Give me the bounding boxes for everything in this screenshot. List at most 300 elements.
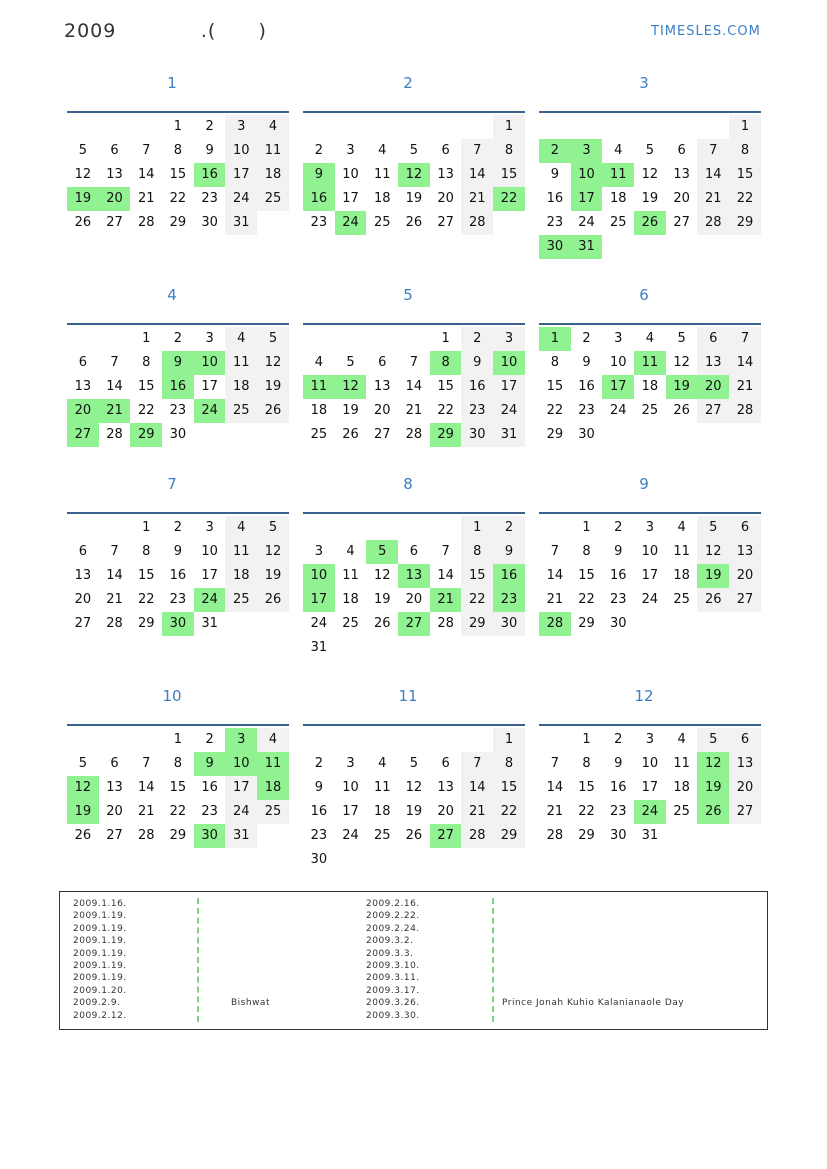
- day-cell: 22: [169, 804, 187, 819]
- day-cell: 30: [578, 427, 595, 442]
- week-row: [539, 187, 761, 211]
- day-cell: 24: [310, 616, 328, 631]
- day-cell: 31: [201, 616, 218, 631]
- day-cell: 23: [310, 215, 328, 230]
- day-cell: 21: [461, 800, 493, 824]
- day-cell: 17: [225, 163, 257, 187]
- day-cell: 4: [677, 732, 686, 747]
- day-cell: 12: [373, 568, 391, 583]
- day-cell: 15: [729, 163, 761, 187]
- day-cell: 2: [461, 327, 493, 351]
- day-cell: 16: [310, 804, 328, 819]
- holiday-day-cell: 12: [335, 375, 367, 399]
- day-cell: 25: [310, 427, 328, 442]
- day-cell: 5: [697, 728, 729, 752]
- day-cell: [430, 848, 462, 872]
- day-cell: 10: [225, 139, 257, 163]
- day-cell: [303, 327, 335, 351]
- day-cell: 21: [461, 187, 493, 211]
- day-cell: 15: [546, 379, 564, 394]
- holiday-day-cell: 16: [493, 564, 525, 588]
- day-cell: 23: [169, 592, 187, 607]
- holiday-date: 2009.1.19.: [73, 960, 127, 971]
- day-cell: 18: [310, 403, 328, 418]
- week-row: [539, 211, 761, 235]
- day-cell: 15: [169, 167, 187, 182]
- day-grid: [539, 516, 761, 636]
- day-cell: [67, 516, 99, 540]
- day-cell: 1: [173, 732, 183, 747]
- day-cell: 12: [74, 167, 92, 182]
- day-cell: 18: [641, 379, 659, 394]
- day-cell: 23: [201, 804, 218, 819]
- day-cell: 29: [137, 616, 155, 631]
- holiday-date: 2009.3.2.: [366, 936, 414, 947]
- day-cell: [666, 235, 698, 259]
- day-cell: 17: [342, 804, 359, 819]
- day-cell: 20: [729, 564, 761, 588]
- day-cell: 30: [609, 616, 627, 631]
- holiday-day-cell: 30: [162, 612, 194, 636]
- day-grid: [303, 327, 525, 447]
- day-cell: 16: [609, 568, 627, 583]
- day-cell: 1: [441, 331, 450, 346]
- legend-dates-column-1: [73, 898, 127, 1022]
- holiday-day-cell: 12: [398, 163, 430, 187]
- day-cell: [697, 115, 729, 139]
- day-cell: 1: [493, 115, 525, 139]
- day-cell: [335, 516, 367, 540]
- day-cell: 4: [225, 516, 257, 540]
- day-cell: 4: [677, 520, 686, 535]
- week-row: [539, 752, 761, 776]
- holiday-day-cell: 20: [99, 187, 131, 211]
- day-cell: 18: [342, 592, 359, 607]
- day-cell: [666, 612, 698, 636]
- day-cell: 15: [137, 379, 155, 394]
- week-row: [539, 375, 761, 399]
- day-cell: 28: [461, 824, 493, 848]
- holiday-day-cell: 1: [539, 327, 571, 351]
- day-cell: 22: [493, 800, 525, 824]
- day-cell: 14: [697, 163, 729, 187]
- day-cell: 9: [461, 351, 493, 375]
- holiday-day-cell: 19: [666, 375, 698, 399]
- week-row: [539, 423, 761, 447]
- day-cell: [666, 423, 698, 447]
- holiday-legend: [59, 891, 768, 1030]
- week-row: [539, 115, 761, 139]
- holiday-name: [231, 935, 270, 947]
- day-cell: 20: [74, 592, 92, 607]
- day-grid: [539, 327, 761, 447]
- day-cell: 7: [729, 327, 761, 351]
- day-cell: 25: [225, 399, 257, 423]
- day-cell: 1: [493, 728, 525, 752]
- holiday-day-cell: 3: [225, 728, 257, 752]
- holiday-day-cell: 26: [697, 800, 729, 824]
- week-row: [67, 423, 289, 447]
- day-cell: 23: [310, 828, 328, 843]
- day-cell: 4: [257, 115, 289, 139]
- day-cell: 27: [74, 616, 92, 631]
- holiday-day-cell: 16: [194, 163, 226, 187]
- day-cell: 6: [78, 355, 87, 370]
- day-grid: [67, 115, 289, 235]
- day-cell: 5: [78, 756, 87, 771]
- day-cell: 24: [225, 800, 257, 824]
- day-cell: 28: [546, 828, 564, 843]
- day-cell: [398, 636, 430, 660]
- week-row: [303, 139, 525, 163]
- week-row: [303, 211, 525, 235]
- day-cell: 12: [257, 351, 289, 375]
- day-cell: 22: [137, 403, 155, 418]
- legend-names-column-1: [231, 898, 270, 1022]
- day-cell: [493, 848, 525, 872]
- holiday-day-cell: 30: [539, 235, 571, 259]
- legend-dates-column-2: [366, 898, 420, 1022]
- day-cell: 3: [346, 143, 355, 158]
- day-cell: 12: [641, 167, 659, 182]
- holiday-day-cell: 30: [194, 824, 226, 848]
- day-cell: 25: [257, 800, 289, 824]
- holiday-day-cell: 8: [430, 351, 462, 375]
- day-grid: [303, 728, 525, 872]
- week-row: [303, 399, 525, 423]
- day-cell: [697, 824, 729, 848]
- day-cell: 1: [173, 119, 183, 134]
- day-cell: 11: [373, 167, 391, 182]
- day-cell: [99, 516, 131, 540]
- day-cell: 16: [609, 780, 627, 795]
- day-cell: 30: [609, 828, 627, 843]
- day-cell: 10: [641, 544, 659, 559]
- day-cell: [99, 327, 131, 351]
- holiday-day-cell: 11: [303, 375, 335, 399]
- week-row: [67, 327, 289, 351]
- month-divider: [67, 323, 289, 325]
- day-cell: 13: [697, 351, 729, 375]
- day-cell: [303, 728, 335, 752]
- day-cell: 25: [342, 616, 359, 631]
- week-row: [303, 516, 525, 540]
- month-number: 9: [639, 475, 649, 493]
- day-cell: 1: [582, 732, 591, 747]
- legend-divider: [492, 898, 494, 1022]
- day-cell: 2: [614, 520, 623, 535]
- day-cell: 28: [137, 215, 155, 230]
- day-cell: [398, 327, 430, 351]
- day-cell: [335, 848, 367, 872]
- holiday-day-cell: 12: [67, 776, 99, 800]
- holiday-name: [502, 1010, 684, 1022]
- day-cell: 28: [106, 616, 123, 631]
- day-cell: 4: [614, 143, 623, 158]
- day-cell: 7: [461, 752, 493, 776]
- month-divider: [67, 724, 289, 726]
- holiday-day-cell: 11: [602, 163, 634, 187]
- week-row: [303, 752, 525, 776]
- holiday-date: 2009.1.20.: [73, 985, 127, 996]
- week-row: [539, 776, 761, 800]
- day-cell: 4: [225, 327, 257, 351]
- holiday-name: [231, 948, 270, 960]
- day-cell: 2: [614, 732, 623, 747]
- day-cell: [398, 728, 430, 752]
- day-cell: 15: [578, 568, 595, 583]
- week-row: [539, 540, 761, 564]
- day-cell: 2: [582, 331, 591, 346]
- holiday-name: [502, 948, 684, 960]
- day-cell: 12: [405, 780, 423, 795]
- holiday-day-cell: 21: [430, 588, 462, 612]
- holiday-date: 2009.3.26.: [366, 998, 420, 1009]
- day-cell: 27: [697, 399, 729, 423]
- week-row: [303, 612, 525, 636]
- day-cell: [99, 115, 131, 139]
- day-cell: 8: [729, 139, 761, 163]
- day-cell: 2: [173, 520, 183, 535]
- week-row: [67, 139, 289, 163]
- day-cell: [461, 636, 493, 660]
- day-cell: 14: [106, 568, 123, 583]
- holiday-day-cell: 22: [493, 187, 525, 211]
- holiday-day-cell: 16: [303, 187, 335, 211]
- day-cell: 5: [409, 756, 419, 771]
- day-cell: 4: [378, 143, 387, 158]
- week-row: [539, 588, 761, 612]
- week-row: [303, 564, 525, 588]
- day-cell: [257, 612, 289, 636]
- day-cell: 11: [342, 568, 359, 583]
- day-cell: 15: [578, 780, 595, 795]
- week-row: [67, 564, 289, 588]
- day-cell: 9: [314, 780, 323, 795]
- day-cell: 23: [578, 403, 595, 418]
- day-cell: 2: [173, 331, 183, 346]
- day-cell: 3: [645, 520, 655, 535]
- day-cell: 9: [582, 355, 591, 370]
- day-cell: 20: [373, 403, 391, 418]
- day-cell: 25: [673, 592, 690, 607]
- day-cell: [225, 612, 257, 636]
- day-cell: 10: [342, 167, 359, 182]
- day-cell: [99, 728, 131, 752]
- day-cell: 26: [342, 427, 359, 442]
- holiday-day-cell: 11: [257, 752, 289, 776]
- day-cell: 16: [546, 191, 564, 206]
- day-cell: 17: [201, 568, 218, 583]
- day-grid: [67, 327, 289, 447]
- holiday-date: 2009.1.19.: [73, 911, 127, 922]
- day-cell: 5: [78, 143, 87, 158]
- holiday-day-cell: 19: [697, 564, 729, 588]
- day-cell: 8: [493, 752, 525, 776]
- day-cell: 19: [641, 191, 659, 206]
- holiday-day-cell: 19: [697, 776, 729, 800]
- day-cell: [697, 423, 729, 447]
- day-cell: 8: [173, 143, 183, 158]
- day-cell: [430, 516, 462, 540]
- holiday-day-cell: 24: [194, 588, 226, 612]
- week-row: [303, 824, 525, 848]
- day-cell: 26: [405, 828, 423, 843]
- day-cell: 19: [373, 592, 391, 607]
- holiday-name: [502, 960, 684, 972]
- day-cell: [539, 115, 571, 139]
- day-cell: 29: [546, 427, 564, 442]
- day-cell: 28: [437, 616, 454, 631]
- day-cell: 9: [550, 167, 559, 182]
- holiday-day-cell: 24: [194, 399, 226, 423]
- week-row: [303, 636, 525, 660]
- day-cell: 27: [373, 427, 391, 442]
- holiday-day-cell: 29: [430, 423, 462, 447]
- day-cell: 24: [641, 592, 659, 607]
- day-cell: [257, 824, 289, 848]
- day-cell: [303, 516, 335, 540]
- day-cell: [697, 612, 729, 636]
- day-cell: 6: [409, 544, 419, 559]
- week-row: [67, 163, 289, 187]
- month-number: 5: [403, 286, 413, 304]
- day-cell: [493, 211, 525, 235]
- holiday-day-cell: 3: [571, 139, 603, 163]
- holiday-day-cell: 10: [571, 163, 603, 187]
- day-cell: [666, 115, 698, 139]
- day-cell: 18: [673, 780, 690, 795]
- holiday-day-cell: 2: [539, 139, 571, 163]
- day-cell: 28: [405, 427, 423, 442]
- day-cell: 13: [106, 167, 123, 182]
- day-cell: 16: [169, 568, 187, 583]
- day-cell: [335, 636, 367, 660]
- day-cell: 19: [405, 804, 423, 819]
- week-row: [67, 375, 289, 399]
- day-cell: 18: [373, 191, 391, 206]
- day-cell: 30: [201, 215, 218, 230]
- day-cell: [335, 115, 367, 139]
- day-grid: [539, 115, 761, 259]
- day-cell: 7: [142, 756, 151, 771]
- holiday-name: [502, 935, 684, 947]
- holiday-day-cell: 27: [430, 824, 462, 848]
- day-cell: 6: [729, 728, 761, 752]
- day-cell: 14: [405, 379, 423, 394]
- week-row: [67, 612, 289, 636]
- day-cell: 3: [314, 544, 323, 559]
- day-cell: 30: [169, 427, 187, 442]
- day-cell: 17: [493, 375, 525, 399]
- day-cell: 5: [346, 355, 355, 370]
- page-title: 2009 .( ): [64, 20, 267, 42]
- day-cell: 20: [405, 592, 423, 607]
- day-cell: [729, 824, 761, 848]
- day-cell: 23: [609, 592, 627, 607]
- month-divider: [539, 512, 761, 514]
- day-cell: 8: [173, 756, 183, 771]
- day-cell: 3: [614, 331, 623, 346]
- day-cell: 14: [461, 163, 493, 187]
- day-cell: 17: [201, 379, 218, 394]
- week-row: [67, 728, 289, 752]
- day-cell: [366, 848, 398, 872]
- day-cell: 13: [74, 379, 92, 394]
- holiday-name: Bishwat: [231, 998, 270, 1009]
- holiday-date: 2009.2.9.: [73, 998, 121, 1009]
- day-cell: 10: [201, 544, 218, 559]
- day-cell: 3: [346, 756, 355, 771]
- day-cell: 1: [142, 331, 151, 346]
- month-divider: [539, 323, 761, 325]
- day-cell: 18: [609, 191, 627, 206]
- day-cell: 5: [697, 516, 729, 540]
- day-cell: [493, 636, 525, 660]
- day-cell: 9: [614, 756, 623, 771]
- week-row: [539, 235, 761, 259]
- day-cell: 13: [373, 379, 391, 394]
- month-number: 8: [403, 475, 413, 493]
- holiday-day-cell: 27: [67, 423, 99, 447]
- day-cell: 10: [641, 756, 659, 771]
- day-cell: 25: [225, 588, 257, 612]
- day-cell: [430, 728, 462, 752]
- day-cell: 31: [641, 828, 659, 843]
- day-cell: [666, 824, 698, 848]
- day-cell: 14: [137, 780, 155, 795]
- day-cell: 12: [697, 540, 729, 564]
- day-cell: 31: [310, 640, 328, 655]
- day-cell: [634, 115, 666, 139]
- holiday-day-cell: 17: [602, 375, 634, 399]
- day-cell: 12: [257, 540, 289, 564]
- day-cell: 11: [373, 780, 391, 795]
- day-cell: 12: [673, 355, 690, 370]
- day-cell: [729, 612, 761, 636]
- day-cell: 18: [225, 375, 257, 399]
- day-cell: 6: [677, 143, 686, 158]
- month-divider: [303, 111, 525, 113]
- day-cell: 21: [546, 592, 564, 607]
- holiday-day-cell: 20: [67, 399, 99, 423]
- day-cell: [366, 516, 398, 540]
- day-cell: 24: [493, 399, 525, 423]
- day-cell: 21: [546, 804, 564, 819]
- day-cell: 30: [493, 612, 525, 636]
- day-cell: 6: [441, 143, 450, 158]
- week-row: [67, 776, 289, 800]
- day-cell: [398, 848, 430, 872]
- week-row: [303, 327, 525, 351]
- day-cell: 8: [582, 756, 591, 771]
- day-cell: 11: [225, 540, 257, 564]
- holiday-day-cell: 27: [398, 612, 430, 636]
- day-cell: 8: [493, 139, 525, 163]
- day-cell: 29: [729, 211, 761, 235]
- day-cell: [729, 423, 761, 447]
- day-cell: 18: [225, 564, 257, 588]
- week-row: [303, 187, 525, 211]
- day-cell: 19: [257, 375, 289, 399]
- day-cell: 9: [205, 143, 214, 158]
- day-cell: 28: [137, 828, 155, 843]
- brand-logo-text[interactable]: TIMESLES.COM: [651, 24, 761, 39]
- holiday-date: 2009.3.11.: [366, 973, 420, 984]
- holiday-day-cell: 9: [162, 351, 194, 375]
- day-cell: 7: [441, 544, 450, 559]
- week-row: [303, 776, 525, 800]
